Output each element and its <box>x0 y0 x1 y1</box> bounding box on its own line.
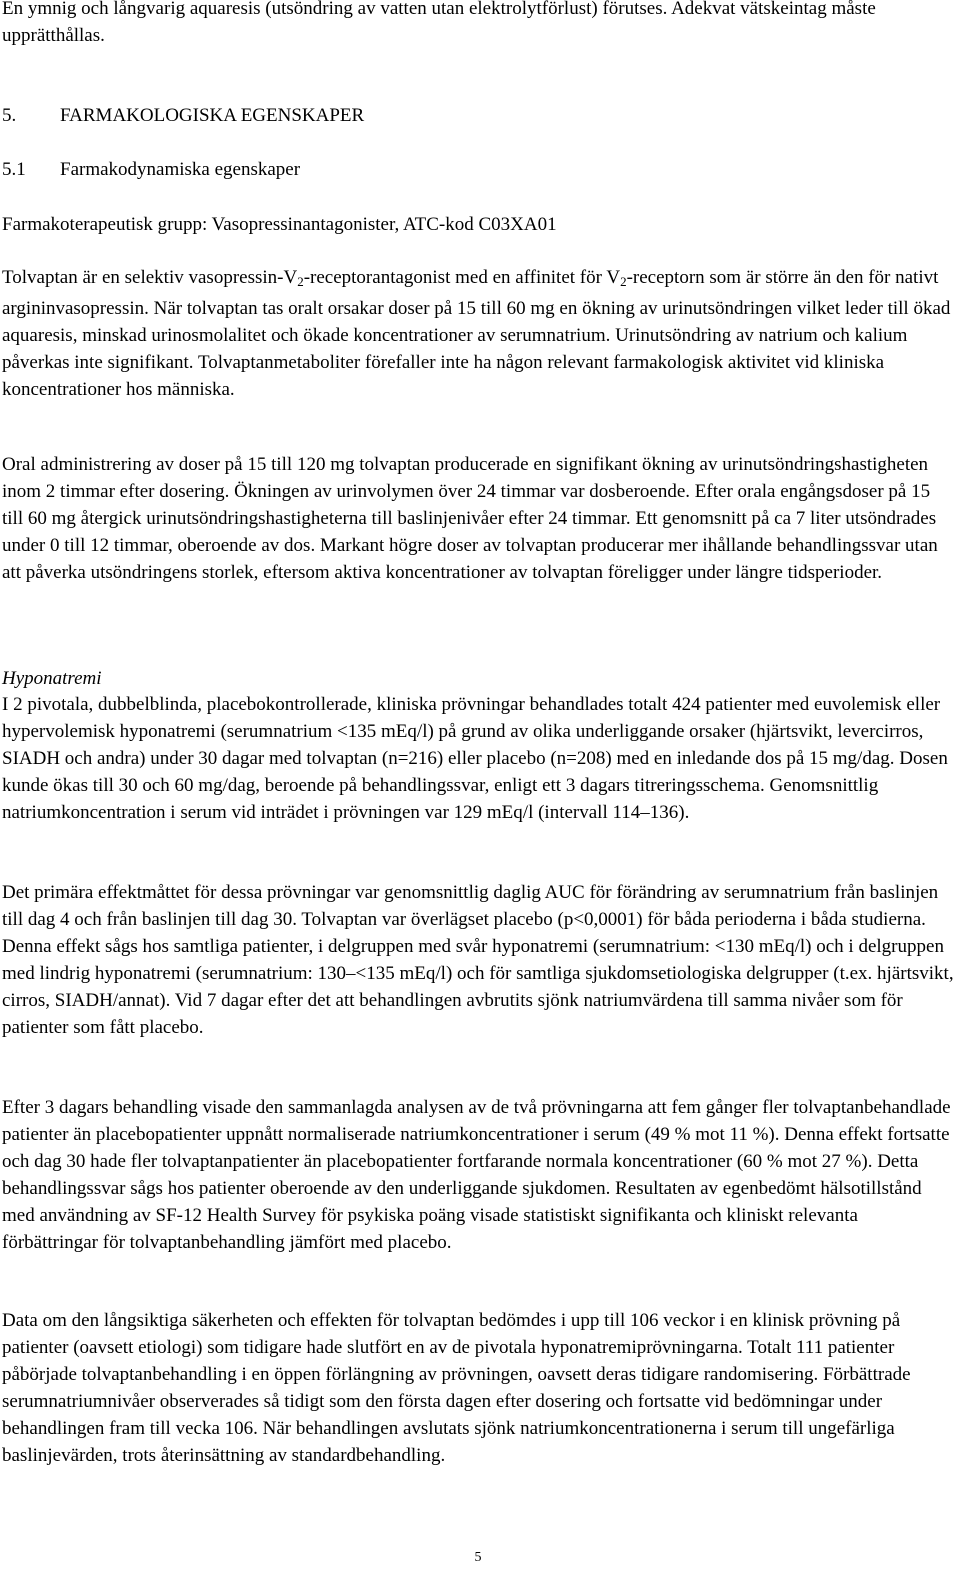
page-number: 5 <box>474 1550 482 1565</box>
subscript-2: 2 <box>297 274 304 289</box>
mechanism-text-2: -receptorantagonist med en affinitet för V <box>303 267 621 288</box>
mechanism-text-3: -receptorn som är större än den för nativt argininvasopressin. När tolvaptan tas oralt orsakar doser på 15 till 60 mg en ökning av urinutsöndringen vilket leder till ökad aquaresis, minskad urinosmolalitet och ökade koncentrationer av serumnatrium. Urinutsöndring av natrium och kalium påverkas inte signifikant. Tolvaptanmetaboliter förefaller inte ha någon relevant farmakologisk aktivitet vid kliniska koncentrationer hos människa. <box>2 267 951 400</box>
hyponatremi-heading: Hyponatremi <box>2 668 102 689</box>
intro-paragraph: En ymnig och långvarig aquaresis (utsöndring av vatten utan elektrolytförlust) förutses. Adekvat vätskeintag måste upprätthållas. <box>2 0 876 46</box>
section-title: FARMAKOLOGISKA EGENSKAPER <box>60 105 365 126</box>
subsection-heading <box>2 156 954 183</box>
subscript-2b: 2 <box>620 274 627 289</box>
subsection-number: 5.1 <box>2 159 26 180</box>
section-number: 5. <box>2 105 17 126</box>
subsection-title: Farmakodynamiska egenskaper <box>60 159 301 180</box>
mechanism-paragraph <box>2 264 954 403</box>
long-term-paragraph: Data om den långsiktiga säkerheten och effekten för tolvaptan bedömdes i upp till 106 veckor i en klinisk prövning på patienter (oavsett etiologi) som tidigare hade slutfört en av de pivotala hyponatremiprövningarna. Totalt 111 patienter påbörjade tolvaptanbehandling i en öppen förlängning av prövningen, oavsett deras tidigare randomisering. Förbättrade serumnatriumnivåer observerades så tidigt som den första dagen efter dosering och fortsatte vid bedömningar under behandlingen fram till vecka 106. När behandlingen avslutats sjönk natriumkoncentrationerna i serum till ungefärliga baslinjevärden, trots återinsättning av standardbehandling. <box>2 1310 911 1466</box>
three-day-results-paragraph: Efter 3 dagars behandling visade den sammanlagda analysen av de två prövningarna att fem gånger fler tolvaptanbehandlade patienter än placebopatienter uppnått normaliserade natriumkoncentrationer i serum (49 % mot 11 %). Denna effekt fortsatte och dag 30 hade fler tolvaptanpatienter än placebopatienter fortfarande normala koncentrationer (60 % mot 27 %). Detta behandlingssvar sågs hos patienter oberoende av den underliggande sjukdomen. Resultaten av egenbedömt hälsotillstånd med användning av SF-12 Health Survey för psykiska poäng visade statistiskt signifikanta och kliniskt relevanta förbättringar för tolvaptanbehandling jämfört med placebo. <box>2 1097 951 1253</box>
atc-code-line: Farmakoterapeutisk grupp: Vasopressinantagonister, ATC-kod C03XA01 <box>2 214 557 235</box>
section-heading <box>2 102 954 129</box>
mechanism-text-1: Tolvaptan är en selektiv vasopressin-V <box>2 267 298 288</box>
oral-administration-paragraph: Oral administrering av doser på 15 till 120 mg tolvaptan producerade en signifikant ökning av urinutsöndringshastigheten inom 2 timmar efter dosering. Ökningen av urinvolymen över 24 timmar var dosberoende. Efter orala engångsdoser på 15 till 60 mg återgick urinutsöndringshastigheterna till baslinjenivåer efter 24 timmar. Ett genomsnitt på ca 7 liter utsöndrades under 0 till 12 timmar, oberoende av dos. Markant högre doser av tolvaptan producerar mer ihållande behandlingssvar utan att påverka utsöndringens storlek, eftersom aktiva koncentrationer av tolvaptan föreligger under längre tidsperioder. <box>2 454 938 583</box>
primary-effect-paragraph: Det primära effektmåttet för dessa prövningar var genomsnittlig daglig AUC för förändring av serumnatrium från baslinjen till dag 4 och från baslinjen till dag 30. Tolvaptan var överlägset placebo (p<0,0001) för båda perioderna i båda studierna. Denna effekt sågs hos samtliga patienter, i delgruppen med svår hyponatremi (serumnatrium: <130 mEq/l) och i delgruppen med lindrig hyponatremi (serumnatrium: 130–<135 mEq/l) och för samtliga sjukdomsetiologiska delgrupper (t.ex. hjärtsvikt, cirros, SIADH/annat). Vid 7 dagar efter det att behandlingen avbrutits sjönk natriumvärdena till samma nivåer som för patienter som fått placebo. <box>2 882 954 1038</box>
trials-paragraph: I 2 pivotala, dubbelblinda, placebokontrollerade, kliniska prövningar behandlades totalt 424 patienter med euvolemisk eller hypervolemisk hyponatremi (serumnatrium <135 mEq/l) på grund av olika underliggande orsaker (hjärtsvikt, levercirros, SIADH och andra) under 30 dagar med tolvaptan (n=216) eller placebo (n=208) med en inledande dos på 15 mg/dag. Dosen kunde ökas till 30 och 60 mg/dag, beroende på behandlingssvar, enligt ett 3 dagars titreringsschema. Genomsnittlig natriumkoncentration i serum vid inträdet i prövningen var 129 mEq/l (intervall 114–136). <box>2 694 948 823</box>
